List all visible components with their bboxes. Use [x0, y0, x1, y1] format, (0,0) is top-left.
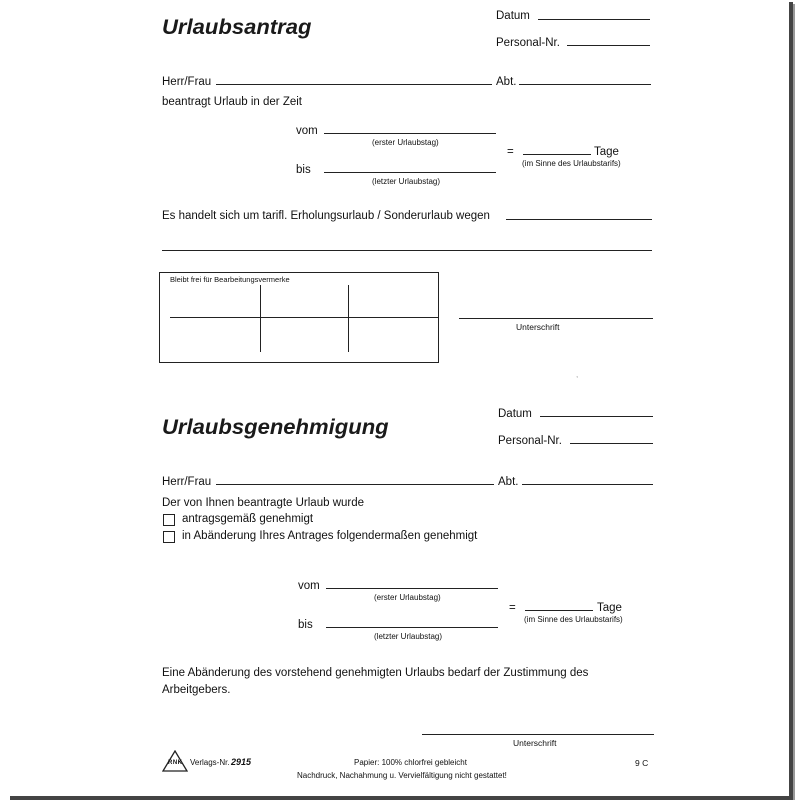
genehmigung-title: Urlaubsgenehmigung [162, 416, 389, 439]
antrag-herr-frau-label: Herr/Frau [162, 76, 212, 88]
box-vertical-line-1 [260, 285, 261, 352]
antrag-equals: = [507, 146, 514, 158]
antrag-datum-label: Datum [496, 10, 530, 22]
antrag-tage-label: Tage [594, 146, 619, 158]
antrag-vom-label: vom [296, 125, 318, 137]
antrag-abt-field[interactable] [519, 84, 651, 85]
antrag-reason-field-2[interactable] [162, 250, 652, 251]
genehmigung-tage-field[interactable] [525, 610, 593, 611]
genehmigung-bis-field[interactable] [326, 627, 498, 628]
rnk-logo-letters: RNK [168, 760, 183, 766]
genehmigung-vom-label: vom [298, 580, 320, 592]
genehmigung-abt-field[interactable] [522, 484, 653, 485]
antrag-reason-text: Es handelt sich um tarifl. Erholungsurlaub / Sonderurlaub wegen [162, 210, 490, 222]
antrag-signature-field[interactable] [459, 318, 653, 319]
option-antragsgemaess-label: antragsgemäß genehmigt [182, 513, 314, 525]
genehmigung-personal-field[interactable] [570, 443, 653, 444]
antrag-tage-field[interactable] [523, 154, 591, 155]
genehmigung-signature-field[interactable] [422, 734, 654, 735]
genehmigung-tage-label: Tage [597, 602, 622, 614]
genehmigung-vom-field[interactable] [326, 588, 498, 589]
genehmigung-note-line-1: Eine Abänderung des vorstehend genehmigten Urlaubs bedarf der Zustimmung des [162, 667, 589, 679]
genehmigung-personal-label: Personal-Nr. [498, 435, 562, 447]
antrag-letzter-hint: (letzter Urlaubstag) [372, 177, 441, 186]
antrag-abt-label: Abt. [496, 76, 517, 88]
antrag-name-field[interactable] [216, 84, 492, 85]
genehmigung-abt-label: Abt. [498, 476, 519, 488]
genehmigung-erster-hint: (erster Urlaubstag) [374, 593, 441, 602]
antrag-vom-field[interactable] [324, 133, 496, 134]
genehmigung-datum-field[interactable] [540, 416, 653, 417]
antrag-datum-field[interactable] [538, 19, 650, 20]
antrag-personal-field[interactable] [567, 45, 650, 46]
punch-mark: , [576, 370, 579, 379]
antrag-bis-label: bis [296, 164, 311, 176]
genehmigung-equals: = [509, 602, 516, 614]
genehmigung-intro-text: Der von Ihnen beantragte Urlaub wurde [162, 497, 365, 509]
genehmigung-name-field[interactable] [216, 484, 494, 485]
genehmigung-letzter-hint: (letzter Urlaubstag) [374, 632, 443, 641]
rnk-logo [162, 750, 188, 772]
genehmigung-bis-label: bis [298, 619, 313, 631]
box-horizontal-line [170, 317, 438, 318]
option-antragsgemaess-checkbox[interactable] [163, 514, 175, 526]
antrag-unterschrift-label: Unterschrift [516, 322, 560, 332]
genehmigung-tage-hint: (im Sinne des Urlaubstarifs) [524, 615, 623, 624]
option-abaenderung-label: in Abänderung Ihres Antrages folgendermaßen genehmigt [182, 530, 478, 542]
papier-text: Papier: 100% chlorfrei gebleicht [354, 758, 467, 767]
verlag-label: Verlags-Nr. [190, 758, 230, 767]
verlag-number: 2915 [231, 757, 252, 767]
genehmigung-note-line-2: Arbeitgebers. [162, 684, 231, 696]
bearbeitungsvermerke-label: Bleibt frei für Bearbeitungsvermerke [170, 275, 290, 284]
genehmigung-herr-frau-label: Herr/Frau [162, 476, 212, 488]
form-sheet [10, 2, 793, 800]
box-vertical-line-2 [348, 285, 349, 352]
antrag-erster-hint: (erster Urlaubstag) [372, 138, 439, 147]
antrag-personal-label: Personal-Nr. [496, 37, 560, 49]
genehmigung-datum-label: Datum [498, 408, 532, 420]
form-code: 9 C [635, 758, 649, 768]
antrag-bis-field[interactable] [324, 172, 496, 173]
antrag-beantragt-text: beantragt Urlaub in der Zeit [162, 96, 302, 108]
antrag-tage-hint: (im Sinne des Urlaubstarifs) [522, 159, 621, 168]
genehmigung-unterschrift-label: Unterschrift [513, 738, 557, 748]
antrag-reason-field[interactable] [506, 219, 652, 220]
nachdruck-text: Nachdruck, Nachahmung u. Vervielfältigung nicht gestattet! [297, 771, 507, 780]
antrag-title: Urlaubsantrag [162, 16, 312, 39]
option-abaenderung-checkbox[interactable] [163, 531, 175, 543]
